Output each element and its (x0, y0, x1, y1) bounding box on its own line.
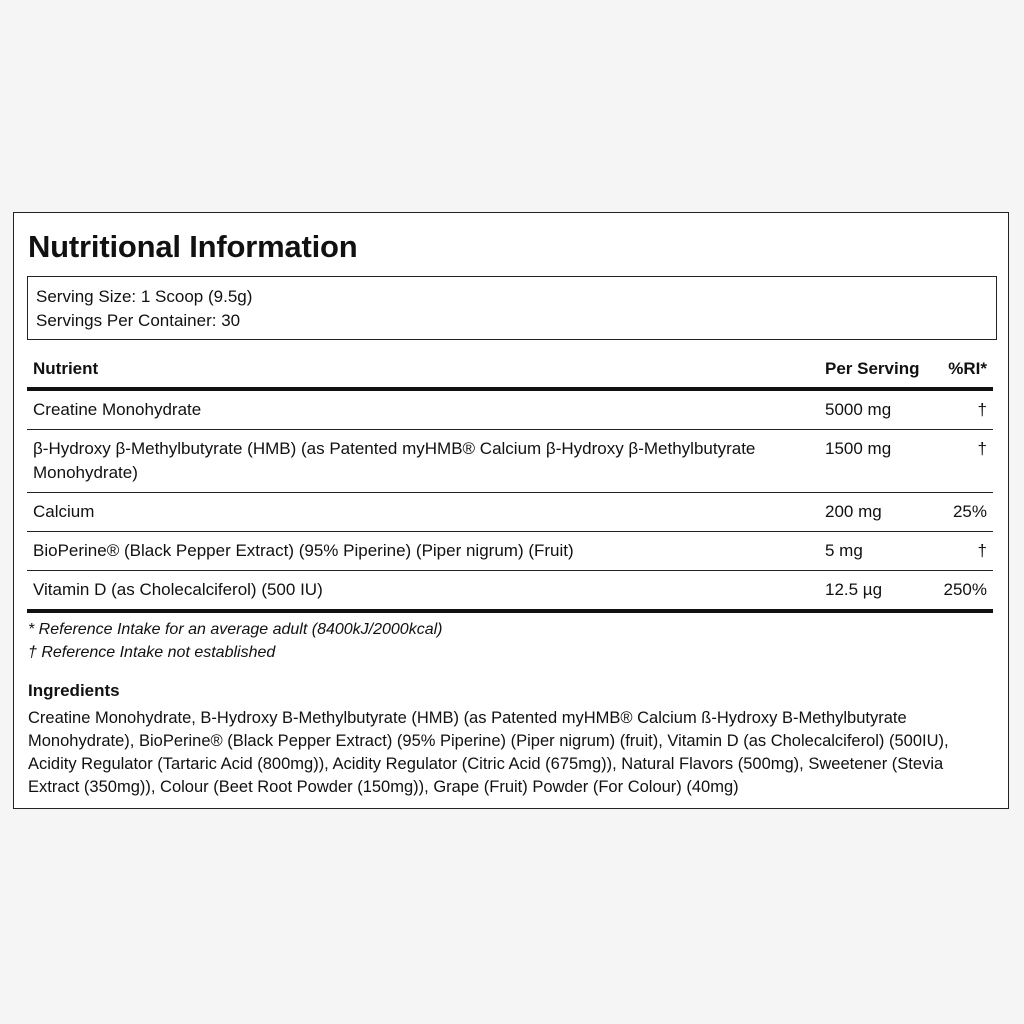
nutrient-amount: 5000 mg (819, 389, 931, 430)
header-per-serving: Per Serving (819, 353, 931, 389)
servings-per-container: Servings Per Container: 30 (36, 311, 241, 330)
nutrient-ri: 25% (931, 493, 993, 532)
header-ri: %RI* (931, 353, 993, 389)
nutrient-ri: 250% (931, 571, 993, 612)
nutrient-name: Calcium (27, 493, 819, 532)
nutrient-table (27, 353, 993, 613)
nutrient-amount: 5 mg (819, 532, 931, 571)
nutrient-table-wrap (27, 353, 993, 613)
nutrition-panel (13, 212, 1009, 809)
nutrient-name: BioPerine® (Black Pepper Extract) (95% Piperine) (Piper nigrum) (Fruit) (27, 532, 819, 571)
nutrient-name: β-Hydroxy β-Methylbutyrate (HMB) (as Patented myHMB® Calcium β-Hydroxy β-Methylbutyrate Monohydrate) (27, 430, 819, 493)
footnotes (28, 618, 442, 664)
nutrient-name: Vitamin D (as Cholecalciferol) (500 IU) (27, 571, 819, 612)
nutrient-amount: 12.5 µg (819, 571, 931, 612)
table-row (27, 493, 993, 532)
table-row (27, 389, 993, 430)
table-header-row (27, 353, 993, 389)
serving-size: Serving Size: 1 Scoop (9.5g) (36, 287, 253, 306)
footnote-not-established: † Reference Intake not established (28, 644, 276, 661)
panel-title: Nutritional Information (28, 229, 358, 264)
table-row (27, 532, 993, 571)
footnote-reference-intake: * Reference Intake for an average adult (8400kJ/2000kcal) (28, 621, 443, 638)
nutrient-ri: † (931, 430, 993, 493)
ingredients-list: Creatine Monohydrate, B-Hydroxy B-Methylbutyrate (HMB) (as Patented myHMB® Calcium ß-Hydroxy B-Methylbutyrate Monohydrate), BioPerine® (Black Pepper Extract) (95% Piperine) (Piper nigrum) (fruit), Vitamin D (as Cholecalciferol) (500IU), Acidity Regulator (Tartaric Acid (800mg)), Acidity Regulator (Citric Acid (675mg)), Natural Flavors (500mg), Sweetener (Stevia Extract (350mg)), Colour (Beet Root Powder (150mg)), Grape (Fruit) Powder (For Colour) (40mg) (28, 709, 949, 796)
table-row (27, 430, 993, 493)
table-row (27, 571, 993, 612)
nutrient-ri: † (931, 532, 993, 571)
nutrient-amount: 200 mg (819, 493, 931, 532)
nutrient-name: Creatine Monohydrate (27, 389, 819, 430)
header-nutrient: Nutrient (27, 353, 819, 389)
serving-info-box (27, 276, 997, 340)
nutrient-ri: † (931, 389, 993, 430)
ingredients-heading: Ingredients (28, 681, 120, 700)
nutrient-amount: 1500 mg (819, 430, 931, 493)
